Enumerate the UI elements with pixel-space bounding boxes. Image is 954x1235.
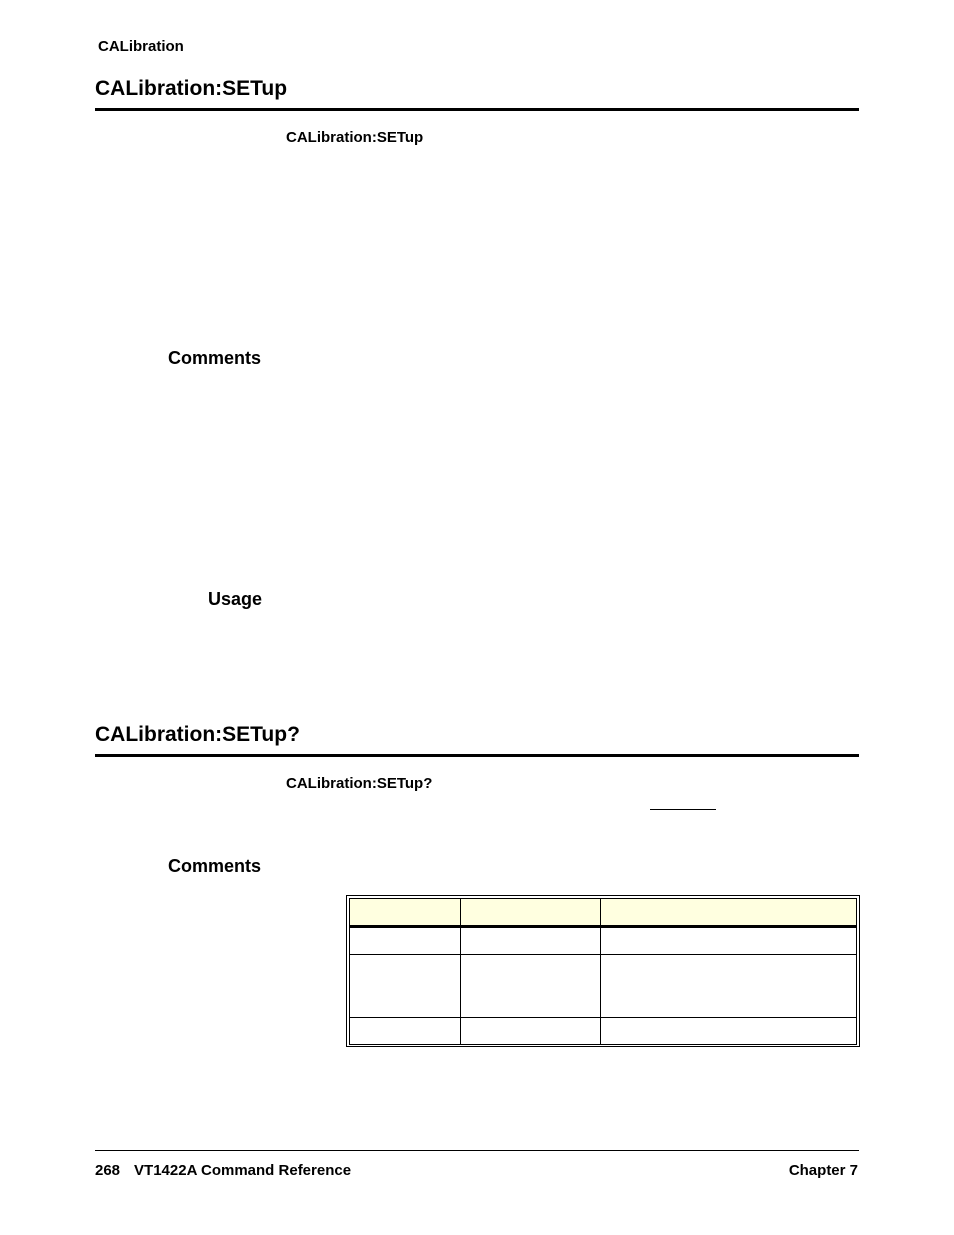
footer-rule bbox=[95, 1150, 859, 1151]
usage-heading: Usage bbox=[208, 589, 263, 609]
table-cell bbox=[461, 927, 601, 955]
table-cell bbox=[601, 927, 857, 955]
section-title-setup-query: CALibration:SETup? bbox=[95, 723, 300, 746]
table-header-row bbox=[350, 899, 857, 927]
chapter-label: Chapter 7 bbox=[788, 1162, 858, 1179]
comments-heading: Comments bbox=[168, 348, 262, 368]
section-rule bbox=[95, 108, 859, 111]
table-row bbox=[350, 955, 857, 1018]
table-cell bbox=[461, 955, 601, 1018]
table-cell bbox=[601, 955, 857, 1018]
document-title: VT1422A Command Reference bbox=[134, 1162, 352, 1179]
command-syntax-setup-query: CALibration:SETup? bbox=[286, 775, 433, 792]
footer-left bbox=[95, 1162, 351, 1179]
table-row bbox=[350, 1018, 857, 1045]
table-cell bbox=[601, 1018, 857, 1045]
table-cell bbox=[461, 1018, 601, 1045]
command-syntax-setup: CALibration:SETup bbox=[286, 129, 424, 146]
table-row bbox=[350, 927, 857, 955]
table-header-cell bbox=[461, 899, 601, 927]
running-head: CALibration bbox=[98, 38, 184, 55]
table-cell bbox=[350, 1018, 461, 1045]
return-values-table bbox=[346, 895, 860, 1047]
section-title-setup: CALibration:SETup bbox=[95, 77, 288, 100]
table-header-cell bbox=[350, 899, 461, 927]
comments-heading: Comments bbox=[168, 856, 262, 876]
table-header-cell bbox=[601, 899, 857, 927]
table-cell bbox=[350, 955, 461, 1018]
link-underline bbox=[650, 809, 716, 810]
section-rule bbox=[95, 754, 859, 757]
table-cell bbox=[350, 927, 461, 955]
page-number: 268 bbox=[95, 1162, 121, 1179]
